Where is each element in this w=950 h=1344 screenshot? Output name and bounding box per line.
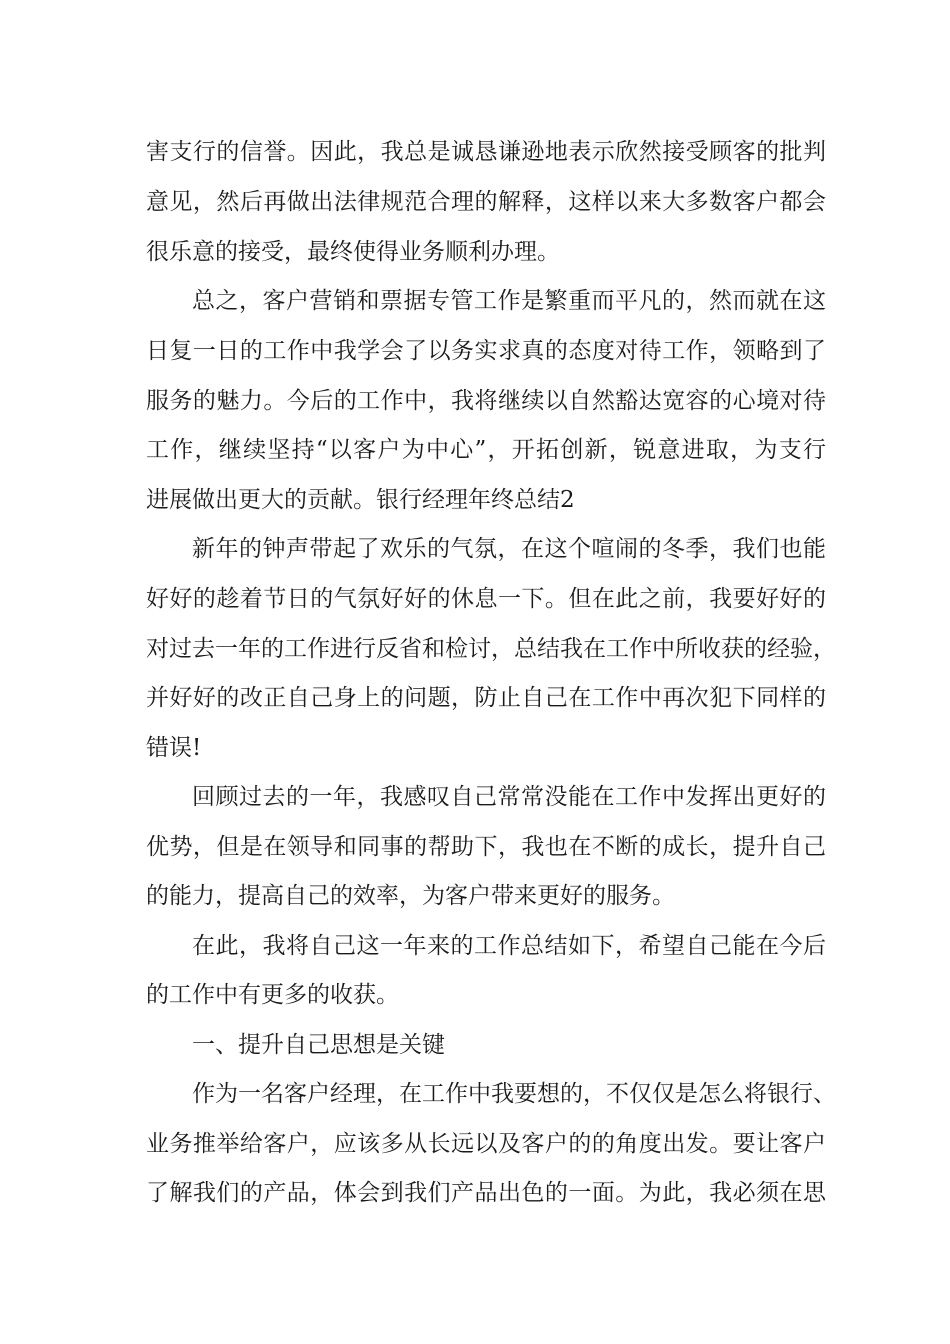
text-line: 的能力，提高自己的效率，为客户带来更好的服务。: [146, 883, 675, 909]
text-line: 新年的钟声带起了欢乐的气氛，在这个喧闹的冬季，我们也能: [192, 536, 826, 562]
text-line: 业务推举给客户，应该多从长远以及客户的的角度出发。要让客户: [146, 1131, 826, 1157]
text-line: 在此，我将自己这一年来的工作总结如下，希望自己能在今后: [192, 933, 826, 959]
text-line: 工作，继续坚持“以客户为中心”，开拓创新，锐意进取，为支行: [146, 437, 826, 463]
text-line: 害支行的信誉。因此，我总是诚恳谦逊地表示欣然接受顾客的批判: [146, 139, 826, 165]
text-line: 的工作中有更多的收获。: [146, 982, 399, 1008]
text-line: 优势，但是在领导和同事的帮助下，我也在不断的成长，提升自己: [146, 834, 826, 860]
text-line: 回顾过去的一年，我感叹自己常常没能在工作中发挥出更好的: [192, 784, 826, 810]
text-line: 并好好的改正自己身上的问题，防止自己在工作中再次犯下同样的: [146, 685, 826, 711]
text-line: 服务的魅力。今后的工作中，我将继续以自然豁达宽容的心境对待: [146, 388, 826, 414]
text-line: 意见，然后再做出法律规范合理的解释，这样以来大多数客户都会: [146, 189, 826, 215]
text-line: 对过去一年的工作进行反省和检讨，总结我在工作中所收获的经验，: [146, 636, 836, 662]
text-line: 进展做出更大的贡献。银行经理年终总结2: [146, 487, 575, 513]
text-line: 好好的趁着节日的气氛好好的休息一下。但在此之前，我要好好的: [146, 586, 826, 612]
text-line: 总之，客户营销和票据专管工作是繁重而平凡的，然而就在这: [192, 288, 826, 314]
text-line: 很乐意的接受，最终使得业务顺利办理。: [146, 239, 560, 265]
text-line: 日复一日的工作中我学会了以务实求真的态度对待工作，领略到了: [146, 338, 826, 364]
section-heading: 一、提升自己思想是关键: [192, 1032, 445, 1058]
text-line: 作为一名客户经理，在工作中我要想的，不仅仅是怎么将银行、: [192, 1081, 836, 1107]
text-line: 了解我们的产品，体会到我们产品出色的一面。为此，我必须在思: [146, 1180, 826, 1206]
text-line: 错误!: [146, 735, 202, 761]
